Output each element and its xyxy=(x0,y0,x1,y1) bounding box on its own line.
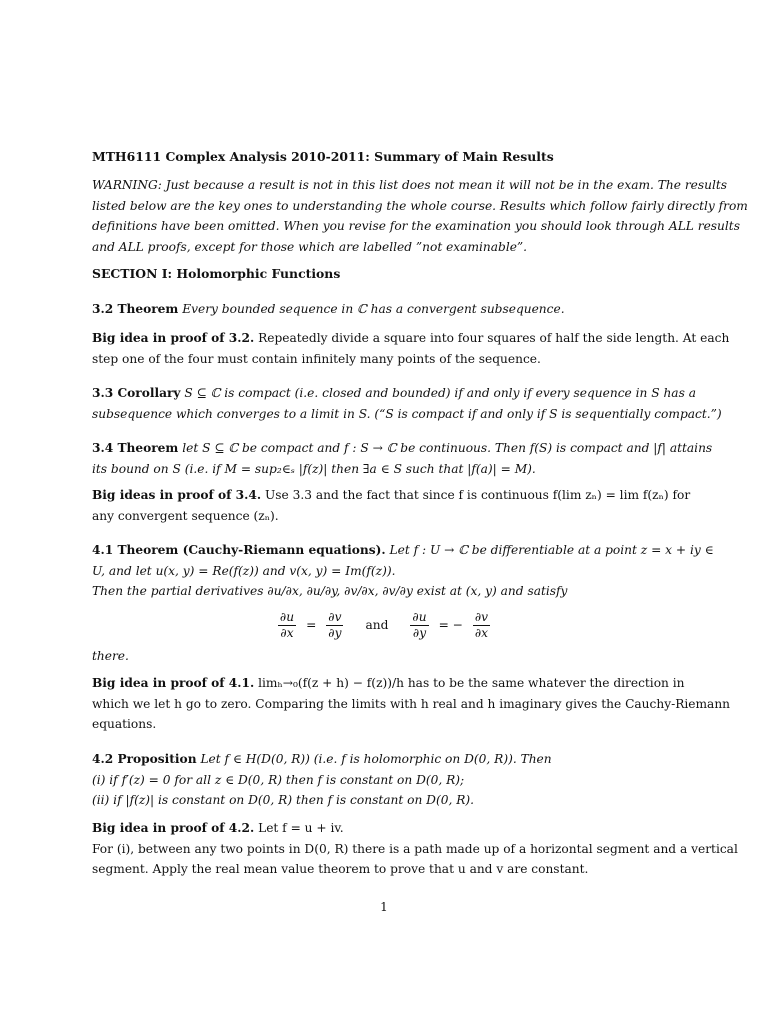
proof-idea-3-2 xyxy=(92,328,730,369)
denominator: ∂x xyxy=(280,625,294,640)
theorem-statement: its bound on S (i.e. if M = sup₂∈ₛ |f(z)| then ∃a ∈ S such that |f(a)| = M). xyxy=(92,461,536,476)
cauchy-riemann-equations xyxy=(0,608,768,642)
theorem-4-1-continuation xyxy=(92,646,680,667)
theorem-statement: U, and let u(x, y) = Re(f(z)) and v(x, y) = Im(f(z)). xyxy=(92,563,396,578)
theorem-statement: there. xyxy=(92,649,129,663)
theorem-label: 3.2 Theorem xyxy=(92,302,179,316)
proof-idea-text: limₕ→₀(f(z + h) − f(z))/h has to be the same whatever the direction in xyxy=(258,676,685,690)
equals-minus-sign: = − xyxy=(438,618,463,632)
proposition-4-2 xyxy=(92,749,680,811)
proof-idea-text: Repeatedly divide a square into four squares of half the side length. At each xyxy=(258,331,730,345)
proof-idea-label: Big ideas in proof of 3.4. xyxy=(92,488,262,502)
theorem-statement: Then the partial derivatives ∂u/∂x, ∂u/∂y, ∂v/∂x, ∂v/∂y exist at (x, y) and satisfy xyxy=(92,584,568,599)
fraction xyxy=(326,610,343,641)
warning-line: listed below are the key ones to understanding the whole course. Results which follow fairly directly from xyxy=(92,198,748,213)
fraction xyxy=(473,610,490,641)
numerator: ∂v xyxy=(474,609,489,624)
proof-idea-4-2 xyxy=(92,818,738,880)
proposition-statement: (ii) if |f(z)| is constant on D(0, R) then f is constant on D(0, R). xyxy=(92,793,475,808)
theorem-4-1 xyxy=(92,540,714,602)
proof-idea-text: For (i), between any two points in D(0, R) there is a path made up of a horizontal segment and a vertical xyxy=(92,841,738,856)
proof-idea-text: any convergent sequence (zₙ). xyxy=(92,508,279,523)
proof-idea-label: Big idea in proof of 3.2. xyxy=(92,331,255,345)
proposition-statement: Let f ∈ H(D(0, R)) (i.e. f is holomorphic on D(0, R)). Then xyxy=(200,752,552,766)
warning-paragraph xyxy=(92,175,748,257)
corollary-statement: S ⊆ ℂ is compact (i.e. closed and bounded) if and only if every sequence in S has a xyxy=(184,386,696,400)
theorem-label: 4.1 Theorem (Cauchy-Riemann equations). xyxy=(92,543,386,557)
equals-sign: = xyxy=(306,618,317,632)
numerator: ∂u xyxy=(279,609,295,624)
theorem-statement: Let f : U → ℂ be differentiable at a point z = x + iy ∈ xyxy=(389,543,714,557)
warning-line: definitions have been omitted. When you revise for the examination you should look through ALL results xyxy=(92,219,740,234)
proof-idea-3-4 xyxy=(92,485,691,526)
document-title: MTH6111 Complex Analysis 2010-2011: Summary of Main Results xyxy=(92,149,554,164)
proof-idea-label: Big idea in proof of 4.2. xyxy=(92,821,255,835)
denominator: ∂y xyxy=(412,625,427,640)
proof-idea-text: Use 3.3 and the fact that since f is continuous f(lim zₙ) = lim f(zₙ) for xyxy=(264,488,691,502)
proof-idea-text: step one of the four must contain infinitely many points of the sequence. xyxy=(92,351,541,366)
theorem-3-4 xyxy=(92,438,713,479)
proposition-statement: (i) if f′(z) = 0 for all z ∈ D(0, R) then f is constant on D(0, R); xyxy=(92,772,465,787)
section-heading: SECTION I: Holomorphic Functions xyxy=(92,266,341,281)
proof-idea-text: Let f = u + iv. xyxy=(258,821,344,835)
proof-idea-text: equations. xyxy=(92,717,157,732)
theorem-label: 3.4 Theorem xyxy=(92,441,179,455)
warning-line: WARNING: Just because a result is not in this list does not mean it will not be in the exam. The results xyxy=(92,178,728,192)
numerator: ∂u xyxy=(412,609,427,624)
fraction xyxy=(278,610,296,641)
proof-idea-label: Big idea in proof of 4.1. xyxy=(92,676,255,690)
theorem-3-2 xyxy=(92,299,680,320)
denominator: ∂x xyxy=(474,625,489,640)
fraction xyxy=(410,610,428,641)
denominator: ∂y xyxy=(328,625,342,640)
corollary-label: 3.3 Corollary xyxy=(92,386,181,400)
warning-line: and ALL proofs, except for those which are labelled ”not examinable”. xyxy=(92,239,528,254)
theorem-statement: let S ⊆ ℂ be compact and f : S → ℂ be continuous. Then f(S) is compact and |f| attains xyxy=(182,441,713,455)
theorem-statement: Every bounded sequence in ℂ has a convergent subsequence. xyxy=(182,302,565,316)
proof-idea-text: segment. Apply the real mean value theorem to prove that u and v are constant. xyxy=(92,862,589,877)
equation-conjunction: and xyxy=(365,618,389,632)
proof-idea-4-1 xyxy=(92,673,731,735)
corollary-3-3 xyxy=(92,383,722,424)
proposition-label: 4.2 Proposition xyxy=(92,752,197,766)
proof-idea-text: which we let h go to zero. Comparing the limits with h real and h imaginary gives the Cauchy-Riemann xyxy=(92,696,731,711)
page-number: 1 xyxy=(380,900,388,914)
corollary-statement: subsequence which converges to a limit in S. (“S is compact if and only if S is sequentially compact.”) xyxy=(92,406,722,421)
numerator: ∂v xyxy=(328,609,342,624)
